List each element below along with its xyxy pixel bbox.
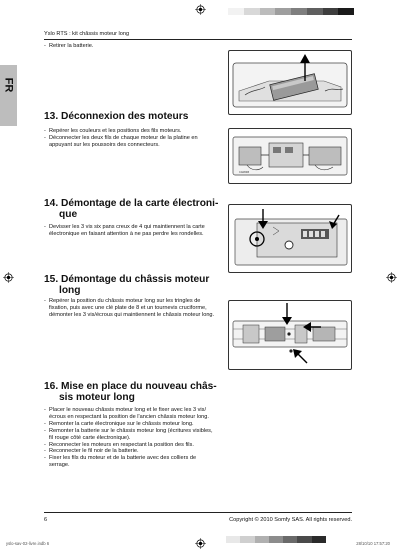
motor-disconnection-illustration: [228, 128, 352, 184]
electronic-board-illustration: [228, 204, 352, 273]
section-title-15: 15. Démontage du châssis moteur long: [44, 274, 210, 296]
list-item: - Repérer les couleurs et les positions des fils moteurs.: [44, 128, 216, 135]
list-item: - Remonter la batterie sur le châssis moteur long (écritures visibles, fil rouge côté carte électronique).: [44, 428, 216, 442]
section-13-steps: [44, 128, 216, 149]
list-item: - Déconnecter les deux fils de chaque moteur de la platine en appuyant sur les poussoirs des connecteurs.: [44, 135, 216, 149]
copyright-notice: Copyright © 2010 Somfy SAS. All rights reserved.: [229, 517, 352, 523]
section-title-14: 14. Démontage de la carte électroni- que: [44, 198, 219, 220]
footer-rule: [44, 512, 352, 513]
registration-mark-icon: [3, 272, 14, 283]
registration-mark-icon: [386, 272, 397, 283]
intro-step-list: [44, 43, 204, 50]
list-item: - Fixer les fils du moteur et de la batterie avec des colliers de serrage.: [44, 455, 216, 469]
motor-chassis-illustration: [228, 300, 352, 370]
section-15-steps: [44, 298, 216, 319]
color-calibration-bar: [228, 8, 354, 15]
figure-label: CAR04B: [239, 171, 250, 174]
list-item: - Devisser les 3 vis six pans creux de 4 qui maintiennent la carte électronique en faisant attention à ne pas perdre les rondelles.: [44, 224, 216, 238]
section-title-13: 13. Déconnexion des moteurs: [44, 111, 189, 122]
section-title-16: 16. Mise en place du nouveau châs- sis moteur long: [44, 381, 217, 403]
page-number: 6: [44, 517, 48, 523]
header-rule: [44, 39, 352, 40]
list-item: - Reconnecter le fil noir de la batterie.: [44, 448, 216, 455]
print-timestamp: 28/10/10 17:57:20: [356, 541, 390, 546]
language-tab-label: FR: [2, 77, 15, 93]
language-tab: [0, 65, 17, 126]
battery-removal-illustration: [228, 50, 352, 115]
print-file-info: yslo-sav-02-livre.indb 6: [6, 541, 50, 546]
section-16-steps: [44, 407, 216, 469]
list-item: - Reconnecter les moteurs en respectant la position des fils.: [44, 442, 216, 449]
running-header: Yslo RTS : kit châssis moteur long: [44, 31, 130, 37]
list-item: - Retirer la batterie.: [44, 43, 204, 50]
list-item: - Placer le nouveau châssis moteur long et le fixer avec les 3 vis/écrous en respectant la position de l'ancien châssis moteur long.: [44, 407, 216, 421]
registration-mark-icon: [195, 538, 206, 549]
list-item: - Repérer la position du châssis moteur long sur les tringles de fixation, puis avec une clé plate de 8 et un tournevis cruciforme, démonter les 3 vis/écrous qui maintiennent le châssis moteur long.: [44, 298, 216, 319]
section-14-steps: [44, 224, 216, 238]
color-calibration-bar: [226, 536, 326, 543]
list-item: - Remonter la carte électronique sur le châssis moteur long.: [44, 421, 216, 428]
registration-mark-icon: [195, 4, 206, 15]
